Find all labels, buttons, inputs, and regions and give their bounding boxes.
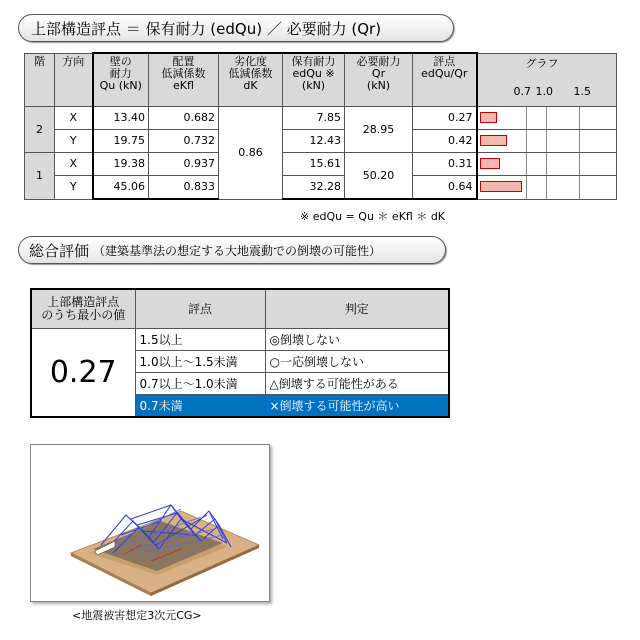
judgement-highlighted: ×倒壊する可能性が高い	[265, 395, 449, 418]
min-score-value: 0.27	[31, 329, 135, 418]
header-ekfl: 配置 低減係数 eKfl	[149, 53, 219, 107]
score-range: 1.5以上	[135, 329, 265, 351]
structure-score-table	[24, 52, 617, 200]
edqu-cell: 7.85	[283, 107, 345, 130]
score-bar	[480, 181, 522, 192]
header-judgement: 判定	[265, 289, 449, 329]
score-cell: 0.64	[413, 176, 477, 200]
score-cell: 0.27	[413, 107, 477, 130]
graph-gridline	[546, 130, 547, 152]
header-floor: 階	[25, 53, 55, 107]
graph-gridline	[579, 153, 580, 175]
overall-subtitle: （建築基準法の想定する大地震動での倒壊の可能性）	[93, 243, 382, 258]
direction-cell: Y	[55, 176, 93, 200]
graph-gridline	[579, 176, 580, 199]
graph-gridline	[546, 107, 547, 129]
judgement: ◎倒壊しない	[265, 329, 449, 351]
ekfl-cell: 0.732	[149, 130, 219, 153]
qr-floor2-cell: 28.95	[345, 107, 413, 153]
graph-gridline	[526, 130, 527, 152]
graph-gridline	[526, 176, 527, 199]
graph-row	[477, 176, 617, 200]
header-direction: 方向	[55, 53, 93, 107]
judgement: ○一応倒壊しない	[265, 351, 449, 373]
graph-gridline	[546, 176, 547, 199]
direction-cell: X	[55, 153, 93, 176]
qu-cell: 19.38	[93, 153, 149, 176]
header-edqu: 保有耐力 edQu ※ (kN)	[283, 53, 345, 107]
score-range: 1.0以上～1.5未満	[135, 351, 265, 373]
graph-title: グラフ	[525, 56, 559, 70]
qu-cell: 45.06	[93, 176, 149, 200]
score-bar	[480, 158, 500, 169]
judgement: △倒壊する可能性がある	[265, 373, 449, 395]
ekfl-cell: 0.682	[149, 107, 219, 130]
graph-row	[477, 107, 617, 130]
graph-tick-07: 0.7	[513, 84, 531, 98]
graph-gridline	[579, 107, 580, 129]
qu-cell: 13.40	[93, 107, 149, 130]
cg-caption: <地震被害想定3次元CG>	[72, 609, 202, 622]
score-bar	[480, 135, 508, 146]
ekfl-cell: 0.833	[149, 176, 219, 200]
floor-1-label: 1	[25, 153, 55, 200]
qu-cell: 19.75	[93, 130, 149, 153]
dk-cell: 0.86	[219, 107, 283, 200]
overall-evaluation-table	[30, 288, 450, 418]
footnote: ※ edQu = Qu ＊ eKfl ＊ dK	[300, 210, 446, 223]
direction-cell: X	[55, 107, 93, 130]
graph-gridline	[526, 107, 527, 129]
floor-2-label: 2	[25, 107, 55, 153]
graph-row	[477, 153, 617, 176]
header-score-range: 評点	[135, 289, 265, 329]
header-min-score: 上部構造評点 のうち最小の値	[31, 289, 135, 329]
score-bar	[480, 112, 498, 123]
graph-tick-10: 1.0	[535, 84, 553, 98]
graph-gridline	[579, 130, 580, 152]
section-title-overall	[18, 236, 446, 264]
house-3d-render	[31, 445, 269, 601]
page-title: 上部構造評点 ＝ 保有耐力 (edQu) ／ 必要耐力 (Qr)	[31, 19, 382, 38]
header-graph	[477, 53, 617, 107]
header-dk: 劣化度 低減係数 dK	[219, 53, 283, 107]
score-range-highlighted: 0.7未満	[135, 395, 265, 418]
header-qr: 必要耐力 Qr (kN)	[345, 53, 413, 107]
header-score: 評点 edQu/Qr	[413, 53, 477, 107]
direction-cell: Y	[55, 130, 93, 153]
graph-row	[477, 130, 617, 153]
edqu-cell: 12.43	[283, 130, 345, 153]
graph-tick-15: 1.5	[573, 84, 591, 98]
edqu-cell: 15.61	[283, 153, 345, 176]
earthquake-damage-3d-cg	[30, 444, 270, 602]
edqu-cell: 32.28	[283, 176, 345, 200]
qr-floor1-cell: 50.20	[345, 153, 413, 200]
graph-gridline	[526, 153, 527, 175]
graph-gridline	[546, 153, 547, 175]
ekfl-cell: 0.937	[149, 153, 219, 176]
score-cell: 0.42	[413, 130, 477, 153]
score-cell: 0.31	[413, 153, 477, 176]
header-wall-strength: 壁の 耐力 Qu (kN)	[93, 53, 149, 107]
section-title-structure-score	[18, 14, 454, 42]
score-range: 0.7以上～1.0未満	[135, 373, 265, 395]
overall-title: 総合評価	[29, 241, 90, 260]
